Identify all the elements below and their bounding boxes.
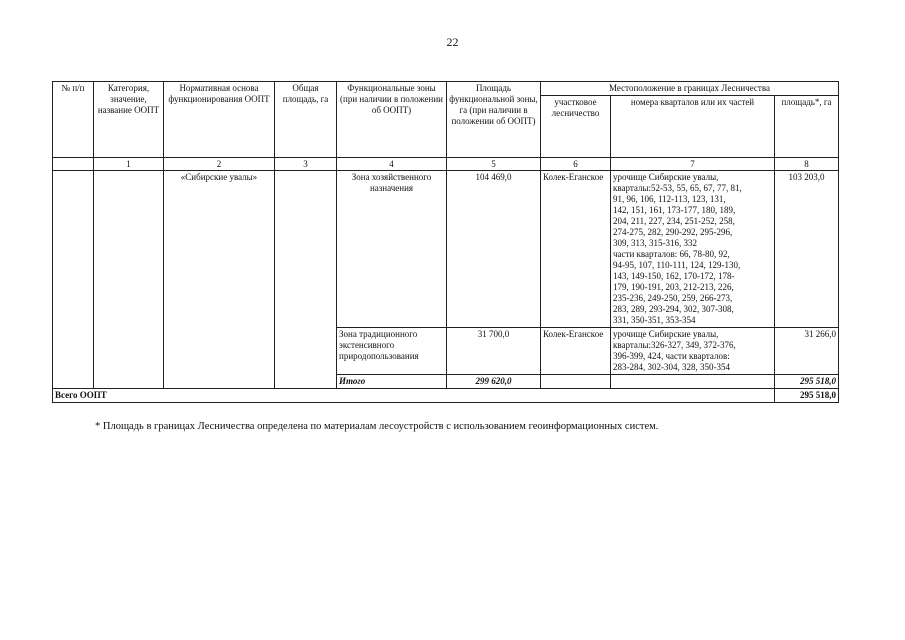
header-functional-zones: Функциональные зоны (при наличии в положении об ООПТ) — [337, 82, 447, 158]
subtotal-label: Итого — [337, 375, 447, 389]
category-cell — [94, 171, 164, 389]
subtotal-empty-cell — [611, 375, 775, 389]
header-total-area: Общая площадь, га — [275, 82, 337, 158]
column-number-cell: 1 — [94, 158, 164, 171]
oopt-table — [52, 81, 839, 403]
column-number-cell: 3 — [275, 158, 337, 171]
header-number: № п/п — [53, 82, 94, 158]
subtotal-zone-area: 299 620,0 — [447, 375, 541, 389]
subtotal-area: 295 518,0 — [775, 375, 839, 389]
forestry-name: Колек-Еганское — [541, 328, 611, 375]
zone-area: 31 700,0 — [447, 328, 541, 375]
footnote: * Площадь в границах Лесничества определена по материалам лесоустройств с использованием геоинформационных систем. — [95, 421, 659, 432]
page-number: 22 — [446, 35, 459, 49]
column-number-cell: 8 — [775, 158, 839, 171]
column-number-cell: 6 — [541, 158, 611, 171]
quarters-list: урочище Сибирские увалы, кварталы:52-53, 55, 65, 67, 77, 81, 91, 96, 106, 112-113, 123, 131, 142, 151, 161, 173-177, 180, 189, 204, 211, 227, 234, 251-252, 258, 274-275, 282, 290-292, 295-296, 309, 313, 315-316, 332 части кварталов: 66, 78-80, 92, 94-95, 107, 110-111, 124, 129-130, 143, 149-150, 162, 170-172, 178- 179, 190-191, 203, 212-213, 226, 235-236, 249-250, 259, 266-273, 283, 289, 293-294, 302, 307-308, 331, 350-351, 353-354 — [611, 171, 775, 328]
header-category: Категория, значение, название ООПТ — [94, 82, 164, 158]
total-area: 295 518,0 — [775, 389, 839, 403]
oopt-name: «Сибирские увалы» — [164, 171, 275, 389]
column-number-cell: 4 — [337, 158, 447, 171]
header-zone-area: Площадь функциональной зоны, га (при наличии в положении об ООПТ) — [447, 82, 541, 158]
column-number-cell — [53, 158, 94, 171]
column-number-row — [53, 158, 839, 171]
header-row-1 — [53, 82, 839, 96]
zone-name: Зона традиционного экстенсивного природопользования — [337, 328, 447, 375]
column-number-cell: 5 — [447, 158, 541, 171]
table-row — [53, 171, 839, 328]
row-number-cell — [53, 171, 94, 389]
header-area: площадь*, га — [775, 96, 839, 158]
subtotal-empty-cell — [541, 375, 611, 389]
forestry-name: Колек-Еганское — [541, 171, 611, 328]
header-location-group: Местоположение в границах Лесничества — [541, 82, 839, 96]
quarters-list: урочище Сибирские увалы, кварталы:326-327, 349, 372-376, 396-399, 424, части кварталов: 283-284, 302-304, 328, 350-354 — [611, 328, 775, 375]
column-number-cell: 7 — [611, 158, 775, 171]
column-number-cell: 2 — [164, 158, 275, 171]
zone-name: Зона хозяйственного назначения — [337, 171, 447, 328]
header-legal-basis: Нормативная основа функционирования ООПТ — [164, 82, 275, 158]
total-row — [53, 389, 839, 403]
header-forestry: участковое лесничество — [541, 96, 611, 158]
area-value: 31 266,0 — [775, 328, 839, 375]
total-label: Всего ООПТ — [53, 389, 775, 403]
zone-area: 104 469,0 — [447, 171, 541, 328]
area-value: 103 203,0 — [775, 171, 839, 328]
total-area-cell — [275, 171, 337, 389]
header-quarters: номера кварталов или их частей — [611, 96, 775, 158]
